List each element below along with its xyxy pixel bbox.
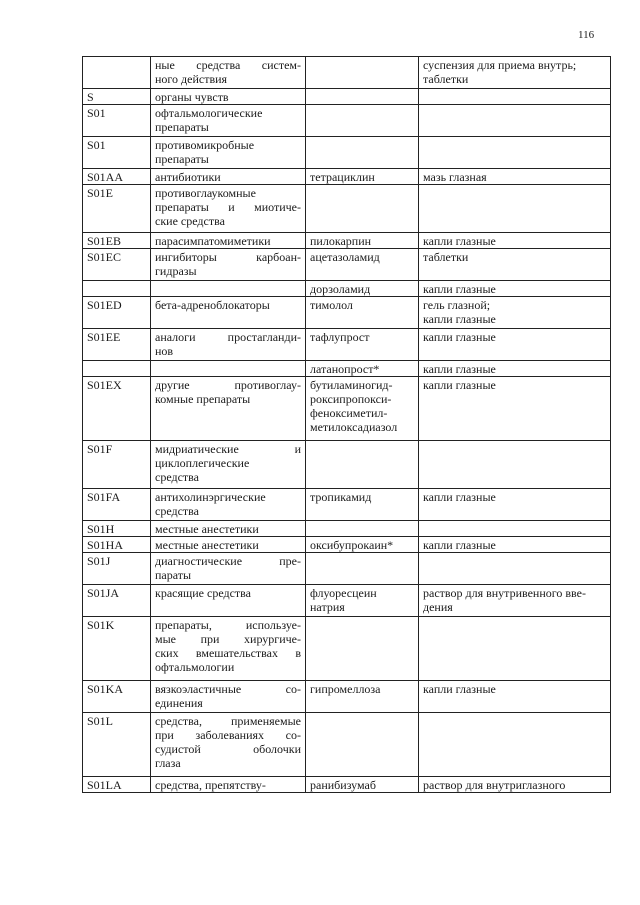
wrapped-text: препараты, используе- мые при хирургиче- ских вмешательствах в офтальмологии	[155, 618, 301, 674]
wrapped-text: мидриатические и циклоплегические средства	[155, 442, 301, 484]
wrapped-text: аналоги простагланди- нов	[155, 330, 301, 358]
table-row	[83, 185, 611, 233]
drug-name-cell-text: оксибупрокаин*	[310, 538, 394, 552]
atc-group-cell	[151, 297, 306, 329]
wrapped-text: другие противоглау- комные препараты	[155, 378, 301, 406]
wrapped-text: офтальмологические препараты	[155, 106, 263, 134]
wrapped-text: ингибиторы карбоан- гидразы	[155, 250, 301, 278]
wrapped-text: вязкоэластичные со- единения	[155, 682, 301, 710]
atc-group-cell	[151, 105, 306, 137]
dosage-form-cell	[419, 105, 611, 137]
wrapped-text: антихолинэргические средства	[155, 490, 266, 518]
atc-code-cell	[83, 169, 151, 185]
atc-code-cell	[83, 89, 151, 105]
dosage-form-cell	[419, 361, 611, 377]
atc-group-cell	[151, 361, 306, 377]
atc-group-cell-text: местные анестетики	[155, 538, 259, 552]
dosage-form-cell-text: таблетки	[423, 250, 469, 264]
table-body	[83, 57, 611, 793]
atc-code-cell-text: S01L	[87, 714, 114, 728]
atc-group-cell	[151, 521, 306, 537]
atc-code-cell	[83, 537, 151, 553]
atc-code-cell	[83, 681, 151, 713]
atc-code-cell	[83, 249, 151, 281]
dosage-form-cell	[419, 169, 611, 185]
drug-name-cell	[306, 329, 419, 361]
atc-code-cell	[83, 713, 151, 777]
drug-name-cell-text: ацетазоламид	[310, 250, 380, 264]
drug-name-cell-text: ранибизумаб	[310, 778, 376, 792]
dosage-form-cell	[419, 281, 611, 297]
drug-name-cell	[306, 777, 419, 793]
dosage-form-cell	[419, 377, 611, 441]
wrapped-text: диагностические пре- параты	[155, 554, 301, 582]
dosage-form-cell	[419, 585, 611, 617]
table-row	[83, 233, 611, 249]
dosage-form-cell	[419, 297, 611, 329]
drug-name-cell	[306, 537, 419, 553]
atc-code-cell	[83, 441, 151, 489]
atc-group-cell	[151, 329, 306, 361]
atc-group-cell	[151, 553, 306, 585]
dosage-form-cell-text: капли глазные	[423, 682, 496, 696]
atc-group-cell	[151, 89, 306, 105]
atc-group-cell	[151, 57, 306, 89]
dosage-form-cell-text: раствор для внутриглазного	[423, 778, 566, 792]
dosage-form-cell-text: мазь глазная	[423, 170, 487, 184]
atc-group-cell-text: антибиотики	[155, 170, 221, 184]
atc-code-cell	[83, 585, 151, 617]
drug-name-cell-text: латанопрост*	[310, 362, 380, 376]
dosage-form-cell	[419, 681, 611, 713]
atc-code-cell-text: S01FA	[87, 490, 121, 504]
atc-group-cell	[151, 281, 306, 297]
dosage-form-cell-text: капли глазные	[423, 234, 496, 248]
atc-code-cell	[83, 105, 151, 137]
drug-name-cell-text: тафлупрост	[310, 330, 370, 344]
table-row	[83, 585, 611, 617]
atc-group-cell	[151, 185, 306, 233]
dosage-form-cell	[419, 185, 611, 233]
wrapped-text: флуоресцеин натрия	[310, 586, 377, 614]
atc-code-cell	[83, 281, 151, 297]
dosage-form-cell-text: капли глазные	[423, 282, 496, 296]
table-row	[83, 137, 611, 169]
drug-name-cell	[306, 249, 419, 281]
atc-group-cell	[151, 441, 306, 489]
atc-code-cell-text: S01E	[87, 186, 114, 200]
table-row	[83, 377, 611, 441]
dosage-form-cell	[419, 713, 611, 777]
drug-name-cell	[306, 233, 419, 249]
table-row	[83, 105, 611, 137]
drug-name-cell	[306, 521, 419, 537]
drug-name-cell-text: тимолол	[310, 298, 353, 312]
atc-code-cell	[83, 617, 151, 681]
drug-name-cell	[306, 297, 419, 329]
dosage-form-cell	[419, 617, 611, 681]
atc-code-cell-text: S01HA	[87, 538, 124, 552]
dosage-form-cell	[419, 553, 611, 585]
table-row	[83, 777, 611, 793]
atc-code-cell	[83, 233, 151, 249]
dosage-form-cell	[419, 537, 611, 553]
atc-group-cell	[151, 233, 306, 249]
table-row	[83, 169, 611, 185]
drug-name-cell	[306, 185, 419, 233]
wrapped-text: суспензия для приема внутрь; таблетки	[423, 58, 577, 86]
drug-name-cell	[306, 713, 419, 777]
atc-code-cell-text: S01K	[87, 618, 115, 632]
drug-name-cell	[306, 585, 419, 617]
atc-code-cell-text: S01F	[87, 442, 113, 456]
atc-code-cell	[83, 137, 151, 169]
dosage-form-cell-text: капли глазные	[423, 378, 496, 392]
dosage-form-cell	[419, 489, 611, 521]
table-row	[83, 489, 611, 521]
atc-group-cell	[151, 137, 306, 169]
atc-code-cell	[83, 361, 151, 377]
atc-drug-table	[82, 56, 611, 793]
drug-name-cell	[306, 681, 419, 713]
atc-code-cell-text: S01ED	[87, 298, 122, 312]
page-number: 116	[578, 29, 595, 41]
atc-code-cell-text: S01H	[87, 522, 115, 536]
atc-code-cell	[83, 553, 151, 585]
dosage-form-cell-text: капли глазные	[423, 330, 496, 344]
table-row	[83, 329, 611, 361]
drug-name-cell	[306, 105, 419, 137]
wrapped-text: раствор для внутривенного вве- дения	[423, 586, 586, 614]
atc-code-cell	[83, 521, 151, 537]
atc-group-cell-text: бета-адреноблокаторы	[155, 298, 270, 312]
drug-name-cell-text: гипромеллоза	[310, 682, 381, 696]
drug-name-cell	[306, 89, 419, 105]
atc-group-cell-text: парасимпатомиметики	[155, 234, 271, 248]
table-row	[83, 297, 611, 329]
atc-code-cell	[83, 185, 151, 233]
dosage-form-cell-text: капли глазные	[423, 362, 496, 376]
atc-code-cell-text: S01JA	[87, 586, 120, 600]
dosage-form-cell	[419, 249, 611, 281]
atc-code-cell-text: S	[87, 90, 94, 104]
drug-name-cell	[306, 281, 419, 297]
atc-code-cell-text: S01AA	[87, 170, 124, 184]
dosage-form-cell	[419, 89, 611, 105]
wrapped-text: ные средства систем- ного действия	[155, 58, 301, 86]
table-row	[83, 537, 611, 553]
drug-name-cell	[306, 361, 419, 377]
wrapped-text: противоглаукомные препараты и миотиче- ские средства	[155, 186, 301, 228]
dosage-form-cell	[419, 137, 611, 169]
table-row	[83, 521, 611, 537]
atc-code-cell	[83, 777, 151, 793]
drug-name-cell	[306, 553, 419, 585]
atc-group-cell-text: местные анестетики	[155, 522, 259, 536]
atc-code-cell-text: S01EE	[87, 330, 121, 344]
drug-name-cell	[306, 441, 419, 489]
drug-name-cell-text: тропикамид	[310, 490, 372, 504]
dosage-form-cell	[419, 441, 611, 489]
atc-code-cell-text: S01EX	[87, 378, 122, 392]
atc-code-cell-text: S01EC	[87, 250, 122, 264]
atc-code-cell-text: S01EB	[87, 234, 122, 248]
drug-name-cell	[306, 489, 419, 521]
table-row	[83, 617, 611, 681]
dosage-form-cell-text: капли глазные	[423, 490, 496, 504]
drug-name-cell	[306, 377, 419, 441]
atc-group-cell-text: средства, препятству-	[155, 778, 266, 792]
drug-name-cell-text: дорзоламид	[310, 282, 371, 296]
atc-group-cell-text: органы чувств	[155, 90, 229, 104]
wrapped-text: гель глазной; капли глазные	[423, 298, 496, 326]
atc-group-cell	[151, 681, 306, 713]
atc-group-cell	[151, 377, 306, 441]
atc-group-cell	[151, 617, 306, 681]
atc-group-cell	[151, 169, 306, 185]
atc-code-cell-text: S01	[87, 106, 106, 120]
drug-name-cell	[306, 57, 419, 89]
atc-code-cell-text: S01KA	[87, 682, 124, 696]
atc-group-cell	[151, 537, 306, 553]
table-row	[83, 681, 611, 713]
dosage-form-cell	[419, 521, 611, 537]
wrapped-text: противомикробные препараты	[155, 138, 255, 166]
table-row	[83, 89, 611, 105]
atc-code-cell	[83, 377, 151, 441]
dosage-form-cell	[419, 233, 611, 249]
atc-code-cell	[83, 489, 151, 521]
drug-name-cell-text: тетрациклин	[310, 170, 375, 184]
dosage-form-cell	[419, 329, 611, 361]
table-row	[83, 713, 611, 777]
dosage-form-cell-text: капли глазные	[423, 538, 496, 552]
atc-group-cell	[151, 713, 306, 777]
drug-name-cell-text: пилокарпин	[310, 234, 372, 248]
table-row	[83, 249, 611, 281]
atc-group-cell	[151, 585, 306, 617]
table-row	[83, 441, 611, 489]
drug-name-cell	[306, 137, 419, 169]
wrapped-text: средства, применяемые при заболеваниях со- судистой оболочки глаза	[155, 714, 301, 770]
atc-code-cell	[83, 329, 151, 361]
drug-name-cell	[306, 169, 419, 185]
atc-code-cell	[83, 57, 151, 89]
atc-code-cell-text: S01	[87, 138, 106, 152]
dosage-form-cell	[419, 777, 611, 793]
table-row	[83, 57, 611, 89]
dosage-form-cell	[419, 57, 611, 89]
atc-code-cell-text: S01J	[87, 554, 111, 568]
atc-group-cell-text: красящие средства	[155, 586, 251, 600]
wrapped-text: бутиламиногид- роксипропокси- феноксиметил- метилоксадиазол	[310, 378, 398, 434]
table-row	[83, 361, 611, 377]
atc-group-cell	[151, 249, 306, 281]
atc-code-cell	[83, 297, 151, 329]
atc-group-cell	[151, 489, 306, 521]
atc-code-cell-text: S01LA	[87, 778, 122, 792]
table-row	[83, 281, 611, 297]
table-row	[83, 553, 611, 585]
drug-name-cell	[306, 617, 419, 681]
atc-group-cell	[151, 777, 306, 793]
